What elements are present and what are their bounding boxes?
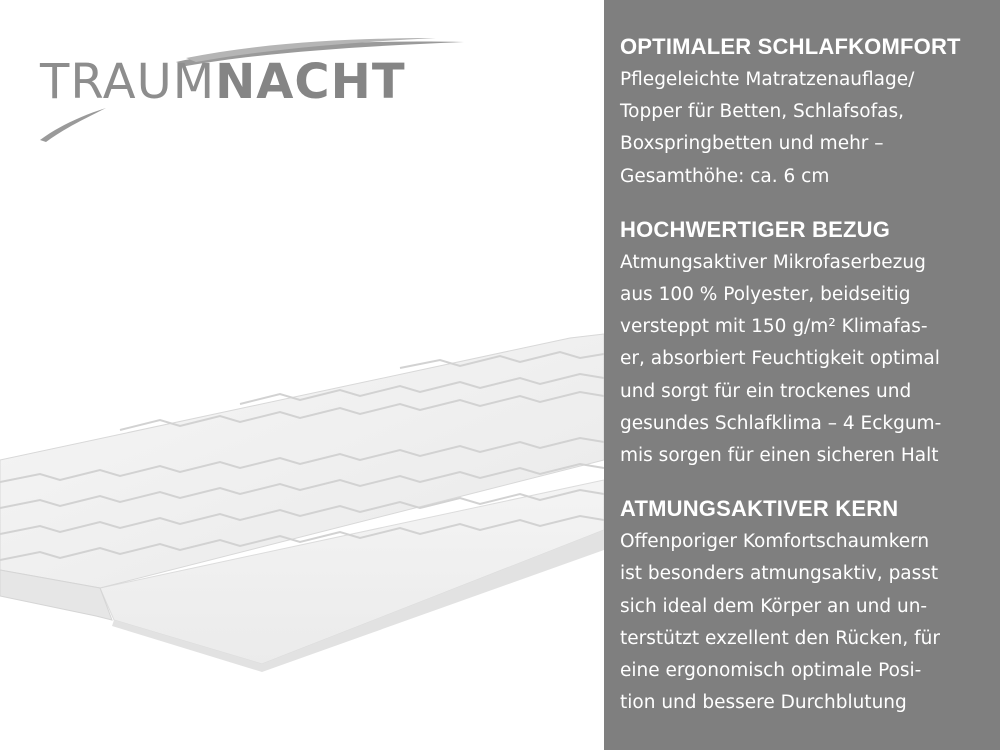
mattress-topper-image: [0, 320, 604, 680]
logo-text-bold: NACHT: [215, 54, 406, 110]
feature-title: OPTIMALER SCHLAFKOMFORT: [620, 34, 961, 59]
feature-text: Offenporiger Komfortschaumkern ist besonders atmungsaktiv, passt sich ideal dem Körper an und un- terstützt exzellent den Rücken, für eine ergonomisch optimale Posi- tion und bessere Durchblutung: [620, 531, 940, 714]
feature-text: Pflegeleichte Matratzenauflage/ Topper für Betten, Schlafsofas, Boxspringbetten und mehr – Gesamthöhe: ca. 6 cm: [620, 69, 915, 187]
feature-section: [620, 494, 984, 719]
feature-panel: [604, 0, 1000, 750]
feature-section: [620, 32, 984, 193]
feature-text: Atmungsaktiver Mikrofaserbezug aus 100 % Polyester, beidseitig versteppt mit 150 g/m² Klimafas- er, absorbiert Feuchtigkeit optimal und sorgt für ein trockenes und gesundes Schlafklima – 4 Eckgum- mis sorgen für einen sicheren Halt: [620, 251, 942, 467]
brand-logo: [40, 54, 406, 110]
feature-title: ATMUNGSAKTIVER KERN: [620, 496, 899, 522]
feature-section: [620, 215, 984, 472]
logo-text-light: TRAUM: [40, 54, 216, 110]
feature-title: HOCHWERTIGER BEZUG: [620, 216, 891, 242]
